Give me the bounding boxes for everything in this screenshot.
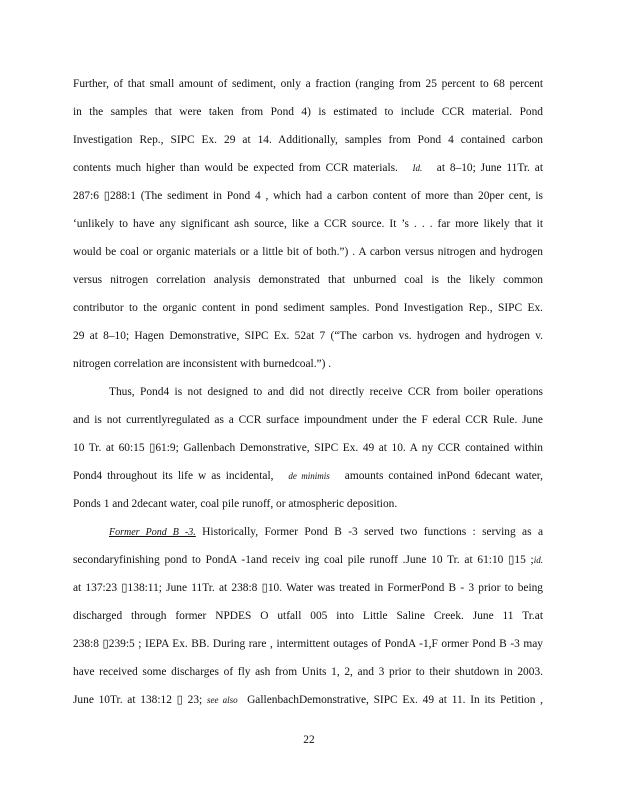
see-also-signal: see also: [206, 695, 238, 705]
text-line: contributor to the organic content in pond sediment samples. Pond Investigation Rep., SIPC Ex.: [73, 302, 543, 314]
text-line: [73, 154, 543, 182]
body-text: [73, 70, 543, 714]
text-line: Investigation Rep., SIPC Ex. 29 at 14. Additionally, samples from Pond 4 contained carbon: [73, 134, 543, 146]
text-line: 29 at 8–10; Hagen Demonstrative, SIPC Ex. 52at 7 (“The carbon vs. hydrogen and hydrogen v.: [73, 330, 543, 342]
text-line: [73, 686, 543, 714]
text-segment: contents much higher than would be expected from CCR materials.: [73, 162, 398, 174]
text-segment: Historically, Former Pond B -3 served two functions : serving as a: [195, 526, 543, 538]
text-line: versus nitrogen correlation analysis demonstrated that unburned coal is the likely common: [73, 274, 543, 286]
text-line: Thus, Pond4 is not designed to and did not directly receive CCR from boiler operations: [109, 386, 543, 398]
text-segment: Pond4 throughout its life w as incidental,: [73, 470, 274, 482]
text-line: [73, 546, 543, 574]
section-heading: Former Pond B -3.: [109, 527, 196, 538]
id-citation: id.: [533, 555, 543, 565]
text-segment: GallenbachDemonstrative, SIPC Ex. 49 at 11. In its Petition ,: [242, 694, 543, 706]
text-line: 10 Tr. at 60:15 ▯61:9; Gallenbach Demonstrative, SIPC Ex. 49 at 10. A ny CCR contained within: [73, 442, 543, 454]
text-line: 287:6 ▯288:1 (The sediment in Pond 4 , which had a carbon content of more than 20per cent, is: [73, 190, 543, 202]
text-line: nitrogen correlation are inconsistent with burnedcoal.”) .: [73, 358, 332, 370]
text-line: have received some discharges of fly ash from Units 1, 2, and 3 prior to their shutdown in 2003.: [73, 666, 543, 678]
text-segment: June 10Tr. at 138:12 ▯ 23;: [73, 694, 203, 706]
id-citation: Id.: [412, 163, 423, 173]
text-line: [73, 462, 543, 490]
page-number: 22: [303, 734, 315, 746]
text-line: discharged through former NPDES O utfall 005 into Little Saline Creek. June 11 Tr.at: [73, 610, 543, 622]
text-segment: at 8–10; June 11Tr. at: [436, 162, 543, 174]
text-line: in the samples that were taken from Pond 4) is estimated to include CCR material. Pond: [73, 106, 543, 118]
de-minimis-term: de minimis: [288, 471, 330, 481]
text-line: 238:8 ▯239:5 ; IEPA Ex. BB. During rare , intermittent outages of PondA -1,F ormer Pond B -3 may: [73, 638, 543, 650]
text-line: at 137:23 ▯138:11; June 11Tr. at 238:8 ▯10. Water was treated in FormerPond B - 3 prior to being: [73, 582, 543, 594]
text-line: would be coal or organic materials or a little bit of both.”) . A carbon versus nitrogen and hydrogen: [73, 246, 543, 258]
text-line: ‘unlikely to have any significant ash source, like a CCR source. It ’s . . . far more likely that it: [73, 218, 543, 230]
text-line: Ponds 1 and 2decant water, coal pile runoff, or atmospheric deposition.: [73, 498, 398, 510]
text-line: Further, of that small amount of sediment, only a fraction (ranging from 25 percent to 68 percent: [73, 78, 543, 90]
text-segment: secondaryfinishing pond to PondA -1and receiv ing coal pile runoff .June 10 Tr. at 61:10 ▯15 ;: [73, 554, 534, 566]
text-segment: amounts contained inPond 6decant water,: [344, 470, 543, 482]
text-line: and is not currentlyregulated as a CCR surface impoundment under the F ederal CCR Rule. June: [73, 414, 543, 426]
text-line: [73, 518, 543, 546]
